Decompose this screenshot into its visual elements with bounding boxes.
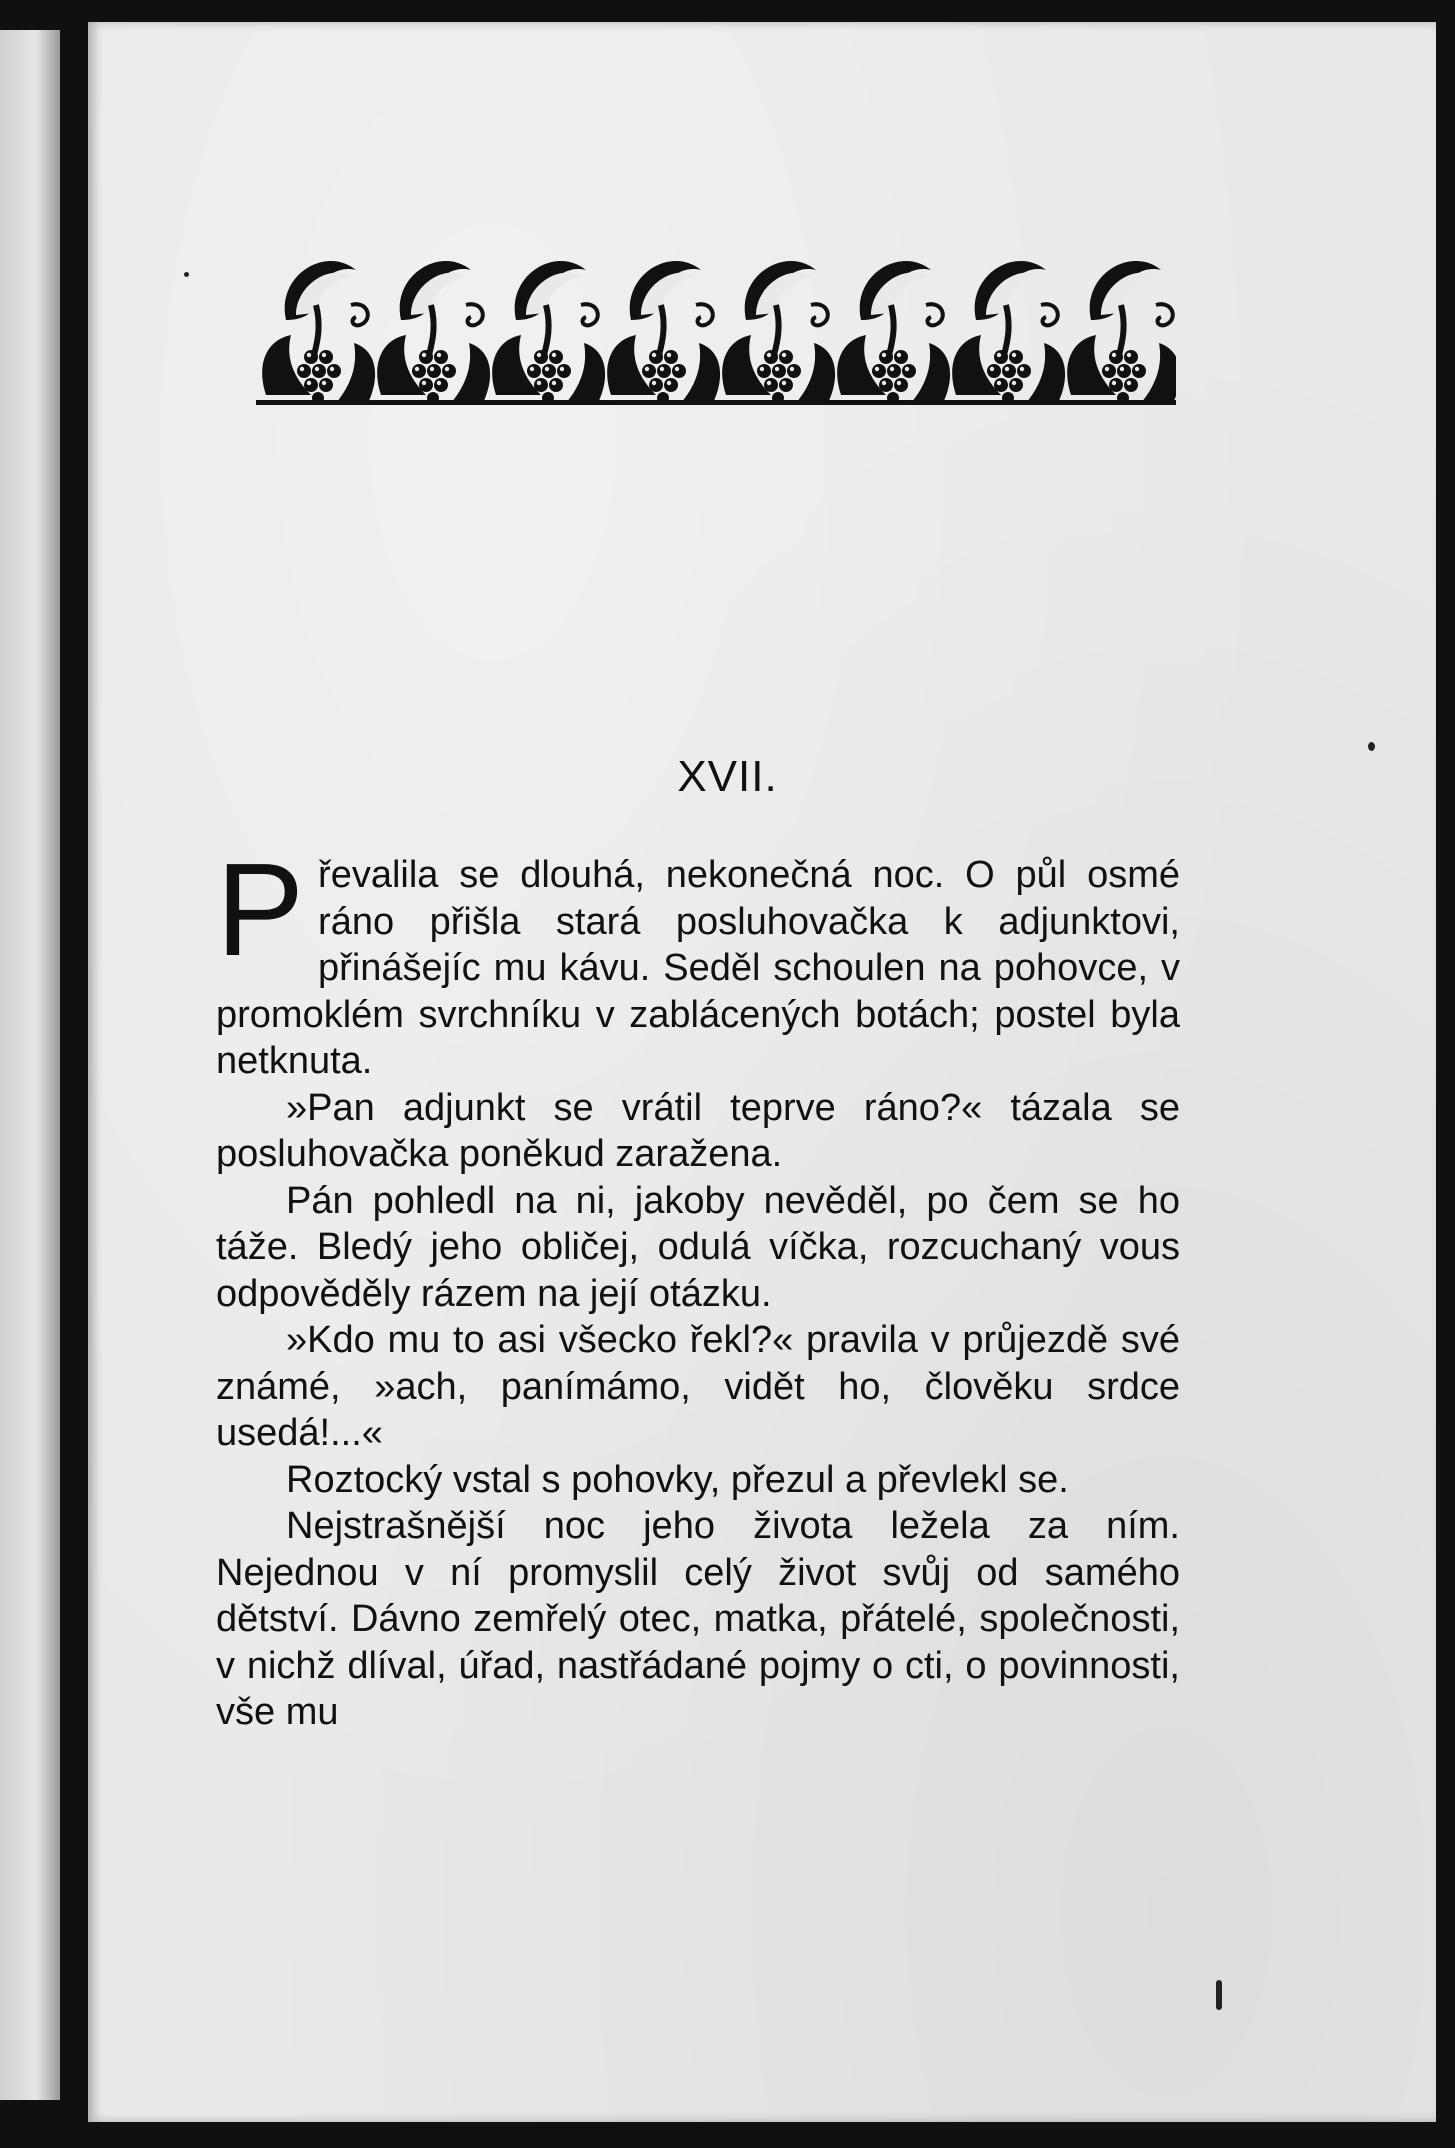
vine-leaf-ornament [256,245,1176,410]
paper-speck [1368,742,1375,751]
adjacent-page-edge [0,30,60,2100]
drop-cap: P [216,836,305,983]
paragraph: Roztocký vstal s pohovky, přezul a převlekl se. [286,1458,1069,1501]
paragraph: Pán pohledl na ni, jakoby nevěděl, po čem se ho táže. Bledý jeho obličej, odulá víčka, rozcuchaný vous odpověděly rázem na její otázku. [216,1179,1180,1315]
paragraph: Převalila se dlouhá, nekonečná noc. O půl osmé ráno přišla stará posluhovačka k adjunktovi, přinášejíc mu kávu. Seděl schoulen na pohovce, v promoklém svrchníku v zablácených botách; postel byla netknuta. [216,836,1180,1082]
paper-speck [184,272,189,277]
paragraph: Nejstrašnější noc jeho života ležela za ním. Nejednou v ní promyslil celý život svůj od samého dětství. Dávno zemřelý otec, matka, přátelé, společnosti, v nichž dlíval, úřad, nastřádané pojmy o cti, o povinnosti, vše mu [216,1505,1180,1733]
paragraph: »Pan adjunkt se vrátil teprve ráno?« tázala se posluhovačka poněkud zaražena. [216,1086,1180,1175]
chapter-heading: XVII. [677,752,778,801]
paragraph: »Kdo mu to asi všecko řekl?« pravila v průjezdě své známé, »ach, panímámo, vidět ho, člověku srdce usedá!...« [216,1319,1180,1454]
paper-speck [1216,1980,1222,2010]
body-text [216,836,1180,1736]
